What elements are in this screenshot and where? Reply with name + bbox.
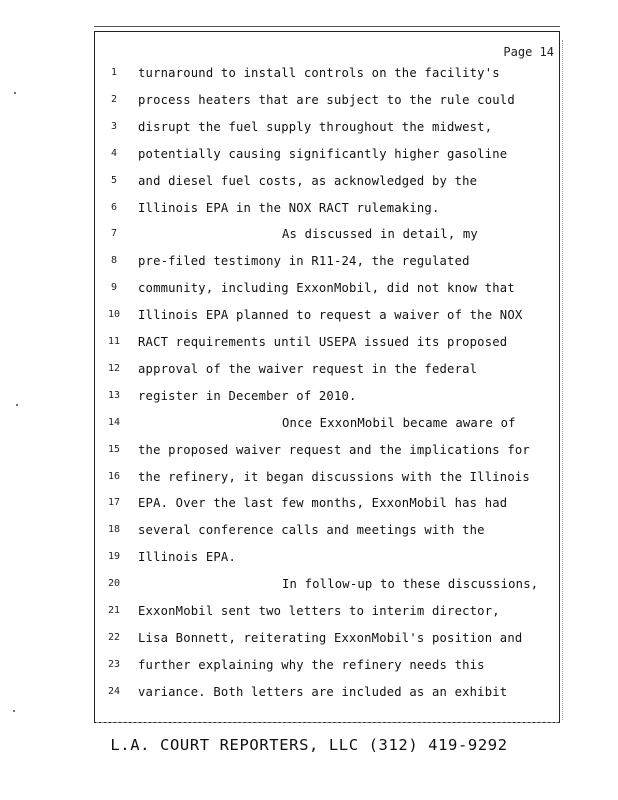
line-number: 9	[110, 282, 118, 294]
scan-speck	[13, 710, 15, 712]
line-text: register in December of 2010.	[138, 388, 357, 403]
line-text: community, including ExxonMobil, did not know that	[138, 281, 515, 296]
bottom-rule	[96, 722, 558, 723]
reporter-footer: L.A. COURT REPORTERS, LLC (312) 419-9292	[110, 736, 508, 754]
transcript-line	[94, 329, 560, 355]
transcript-line	[94, 248, 560, 274]
transcript-line	[94, 141, 560, 167]
line-number: 2	[110, 93, 118, 105]
transcript-line	[94, 356, 560, 382]
transcript-line	[94, 679, 560, 705]
line-text: Illinois EPA in the NOX RACT rulemaking.	[138, 200, 440, 215]
transcript-line	[94, 221, 560, 247]
transcript-line	[94, 490, 560, 516]
line-text: the refinery, it began discussions with the Illinois	[138, 469, 530, 484]
transcript-line	[94, 652, 560, 678]
line-text: further explaining why the refinery needs this	[138, 657, 485, 672]
line-text: Lisa Bonnett, reiterating ExxonMobil's position and	[138, 630, 523, 645]
transcript-line	[94, 87, 560, 113]
line-text: Illinois EPA planned to request a waiver of the NOX	[138, 308, 523, 323]
line-number: 16	[107, 470, 121, 482]
top-rule	[94, 26, 560, 27]
transcript-line	[94, 598, 560, 624]
transcript-line	[94, 517, 560, 543]
transcript-line	[94, 437, 560, 463]
line-text: pre-filed testimony in R11-24, the regulated	[138, 254, 470, 269]
line-text: EPA. Over the last few months, ExxonMobil has had	[138, 496, 508, 511]
transcript-line	[94, 195, 560, 221]
line-number: 1	[110, 67, 118, 78]
scan-speck	[14, 92, 16, 94]
line-number: 11	[107, 336, 121, 347]
line-text: ExxonMobil sent two letters to interim director,	[138, 604, 500, 618]
line-number: 19	[107, 551, 121, 563]
transcript-line	[94, 275, 560, 301]
transcript-line	[94, 302, 560, 328]
line-number: 6	[110, 201, 118, 213]
line-number: 8	[110, 255, 118, 267]
line-number: 22	[107, 631, 121, 643]
scan-speck	[16, 404, 18, 406]
line-number: 7	[110, 228, 118, 240]
line-text: turnaround to install controls on the facility's	[138, 66, 500, 80]
line-number: 5	[110, 174, 118, 186]
line-number: 13	[107, 389, 121, 401]
line-text: process heaters that are subject to the rule could	[138, 92, 515, 107]
line-text: approval of the waiver request in the federal	[138, 361, 478, 376]
transcript-line	[94, 410, 560, 436]
scan-edge-artifact	[562, 40, 567, 720]
transcript-line	[94, 60, 560, 86]
line-text: As discussed in detail, my	[282, 227, 478, 242]
line-text: Illinois EPA.	[138, 550, 236, 565]
line-number: 23	[107, 658, 121, 670]
line-number: 14	[107, 416, 121, 428]
line-number: 18	[107, 524, 121, 536]
transcript-line	[94, 571, 560, 597]
line-number: 21	[107, 605, 121, 616]
line-number: 20	[107, 578, 121, 590]
transcript-line	[94, 114, 560, 140]
line-number: 15	[107, 443, 121, 455]
line-number: 12	[107, 362, 121, 374]
transcript-line	[94, 625, 560, 651]
line-text: potentially causing significantly higher gasoline	[138, 146, 508, 161]
line-text: variance. Both letters are included as an exhibit	[138, 684, 508, 699]
line-text: RACT requirements until USEPA issued its proposed	[138, 335, 508, 349]
transcript-line	[94, 168, 560, 194]
line-text: the proposed waiver request and the implications for	[138, 442, 530, 457]
transcript-line	[94, 544, 560, 570]
transcript-line	[94, 383, 560, 409]
line-text: disrupt the fuel supply throughout the midwest,	[138, 119, 493, 134]
line-number: 10	[107, 309, 121, 321]
line-number: 24	[107, 685, 121, 697]
line-number: 4	[110, 147, 118, 159]
line-number: 17	[107, 497, 121, 509]
page-number: Page 14	[503, 45, 554, 59]
line-number: 3	[110, 120, 118, 132]
line-text: Once ExxonMobil became aware of	[282, 415, 516, 430]
line-text: several conference calls and meetings with the	[138, 523, 485, 538]
transcript-line	[94, 464, 560, 490]
line-text: In follow-up to these discussions,	[282, 577, 539, 592]
line-text: and diesel fuel costs, as acknowledged by the	[138, 173, 478, 188]
